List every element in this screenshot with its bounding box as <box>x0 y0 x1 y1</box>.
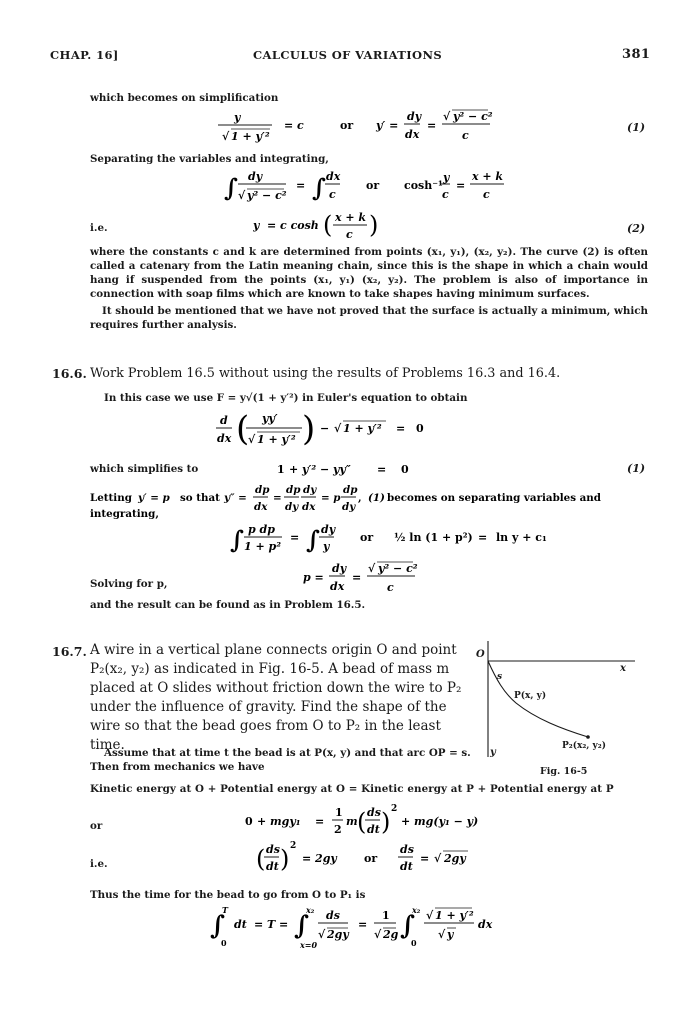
svg-text:dt: dt <box>400 860 413 873</box>
svg-text:dt: dt <box>234 918 247 931</box>
svg-text:=: = <box>478 531 488 544</box>
equation-2 <box>253 208 413 250</box>
svg-text:or: or <box>366 179 380 192</box>
svg-text:dt: dt <box>367 823 380 836</box>
svg-text:√: √ <box>248 433 256 446</box>
svg-text:ds: ds <box>266 843 280 856</box>
svg-text:dx: dx <box>405 128 420 141</box>
svg-text:2gy: 2gy <box>327 928 349 941</box>
svg-text:+ y′² − yy″: + y′² − yy″ <box>289 463 351 476</box>
svg-text:=: = <box>273 492 282 504</box>
svg-text:0: 0 <box>416 422 424 435</box>
svg-text:c: c <box>387 581 394 594</box>
svg-text:dx: dx <box>302 501 316 513</box>
simplification-text: which becomes on simplification <box>90 92 279 104</box>
svg-text:∫: ∫ <box>294 911 310 941</box>
ie-label-1: i.e. <box>90 222 108 234</box>
problem-16-6-intro: In this case we use F = y√(1 + y′²) in Euler's equation to obtain <box>104 392 468 404</box>
figure-x-axis-label: x <box>620 663 626 674</box>
svg-text:dy: dy <box>248 170 263 183</box>
figure-caption: Fig. 16-5 <box>540 766 588 777</box>
assume-paragraph: Assume that at time t the bead is at P(x, y) and that arc OP = s. Then from mechanics we have <box>90 747 471 773</box>
svg-text:=: = <box>420 852 430 865</box>
figure-y-axis-label: y <box>490 747 496 758</box>
svg-text:=: = <box>456 179 466 192</box>
svg-text:=: = <box>396 422 406 435</box>
svg-text:T: T <box>222 905 228 915</box>
minimum-note-paragraph: It should be mentioned that we have not proved that the surface is actually a minimum, which requires further analysis. <box>90 305 648 331</box>
svg-text:∫: ∫ <box>230 525 244 554</box>
svg-text:√: √ <box>438 928 446 941</box>
svg-text:(: ( <box>323 211 333 239</box>
svg-text:y: y <box>447 928 454 941</box>
svg-text:= p: = p <box>321 492 341 504</box>
figure-arc-label: s <box>497 672 503 682</box>
svg-text:d: d <box>220 414 228 427</box>
svg-text:√: √ <box>318 928 326 941</box>
catenary-paragraph: where the constants c and k are determined from points (x₁, y₁), (x₂, y₂). The curve (2) is often called a catenary from the Latin meaning chain, since this is the shape in which a chain would hang if suspended from the points (x₁, y₁) (x₂, y₂). The problem is also of importance in connection with soap films which are known to take shapes having minimum surfaces. <box>90 246 648 300</box>
svg-text:dx: dx <box>326 170 341 183</box>
svg-text:dp: dp <box>286 484 301 496</box>
svg-text:x + k: x + k <box>335 211 367 224</box>
svg-text:1: 1 <box>277 463 285 476</box>
svg-text:√: √ <box>434 852 442 865</box>
svg-text:=: = <box>427 119 437 132</box>
svg-text:y: y <box>323 540 330 553</box>
figure-origin-label: O <box>476 649 485 660</box>
problem-16-7-number: 16.7. <box>52 644 87 659</box>
svg-text:dt: dt <box>266 860 279 873</box>
svg-text:0: 0 <box>221 938 227 948</box>
svg-text:=: = <box>296 179 306 192</box>
svg-text:y′ = p: y′ = p <box>138 492 170 504</box>
svg-text:= c cosh: = c cosh <box>267 219 319 232</box>
svg-text:c: c <box>329 188 336 201</box>
svg-text:dx: dx <box>254 501 268 513</box>
svg-text:1 + y′²: 1 + y′² <box>435 909 474 922</box>
svg-text:dy: dy <box>303 484 317 496</box>
svg-text:c: c <box>442 188 449 201</box>
svg-text:1: 1 <box>335 806 343 819</box>
svg-text:(: ( <box>357 808 367 836</box>
svg-text:dy: dy <box>342 501 356 513</box>
svg-text:(1): (1) <box>368 492 385 504</box>
svg-text:2g: 2g <box>383 928 399 941</box>
svg-text:y² − c²: y² − c² <box>378 562 418 575</box>
svg-text:dy: dy <box>321 523 336 536</box>
svg-text:ds: ds <box>367 806 381 819</box>
equation-simplified-number: (1) <box>627 462 646 475</box>
svg-text:dx: dx <box>217 432 232 445</box>
problem-16-6-title: Work Problem 16.5 without using the results of Problems 16.3 and 16.4. <box>90 366 561 381</box>
separating-text: Separating the variables and integrating, <box>90 153 329 165</box>
svg-text:½ ln (1 + p²): ½ ln (1 + p²) <box>394 531 473 544</box>
chapter-label: CHAP. 16] <box>50 48 119 62</box>
equation-1-number: (1) <box>627 121 646 134</box>
svg-text:∫: ∫ <box>400 911 416 941</box>
svg-text:2: 2 <box>334 823 342 836</box>
svg-text:x₂: x₂ <box>412 905 421 915</box>
svg-text:dy: dy <box>285 501 299 513</box>
equation-1 <box>204 108 504 154</box>
svg-text:yy′: yy′ <box>262 412 278 425</box>
svg-text:dy: dy <box>332 562 347 575</box>
svg-text:y: y <box>443 171 450 184</box>
problem-16-6-number: 16.6. <box>52 366 87 381</box>
equation-2-number: (2) <box>627 222 646 235</box>
energy-statement: Kinetic energy at O + Potential energy at O = Kinetic energy at P + Potential energy at P <box>90 783 614 795</box>
ie-label-2: i.e. <box>90 858 108 870</box>
equation-time <box>210 904 550 956</box>
svg-text:or: or <box>340 119 354 132</box>
svg-text:): ) <box>280 845 290 873</box>
or-label: or <box>90 820 103 832</box>
svg-text:y² − c²: y² − c² <box>247 189 287 202</box>
svg-text:∫: ∫ <box>312 173 326 202</box>
svg-text:√: √ <box>443 110 451 123</box>
svg-text:y″ =: y″ = <box>224 492 247 504</box>
svg-text:√: √ <box>238 189 246 202</box>
svg-text:√: √ <box>334 422 342 435</box>
svg-text:c: c <box>346 228 353 241</box>
svg-text:y: y <box>234 111 241 124</box>
svg-text:Letting: Letting <box>90 492 132 504</box>
svg-text:dy: dy <box>407 110 422 123</box>
svg-text:+ mgy₁: + mgy₁ <box>257 815 301 828</box>
svg-text:becomes on separating variable: becomes on separating variables and <box>387 492 601 504</box>
svg-text:y′ =: y′ = <box>376 119 399 132</box>
svg-text:so that: so that <box>180 492 220 504</box>
svg-text:dp: dp <box>255 484 270 496</box>
svg-text:dx: dx <box>478 918 493 931</box>
page-number: 381 <box>622 47 651 62</box>
svg-text:√: √ <box>374 928 382 941</box>
equation-simplified <box>277 461 437 480</box>
svg-text:): ) <box>381 808 391 836</box>
svg-text:=: = <box>315 815 325 828</box>
solving-text: Solving for p, <box>90 578 168 590</box>
svg-text:,: , <box>358 492 362 504</box>
svg-text:2gy: 2gy <box>444 852 466 865</box>
svg-text:−: − <box>320 422 330 435</box>
svg-text:= 2gy: = 2gy <box>302 852 337 865</box>
svg-text:ds: ds <box>400 843 414 856</box>
svg-text:integrating,: integrating, <box>90 508 159 520</box>
svg-text:=: = <box>352 571 362 584</box>
problem-16-7-statement: A wire in a vertical plane connects origin O and point P₂(x₂, y₂) as indicated in Fig. 16-5. A bead of mass m placed at O slides without friction down the wire to P₂ under the influence of gravity. Find the shape of the wire so that the bead goes from O to P₂ in the least time. <box>90 642 462 753</box>
svg-text:√: √ <box>222 130 230 143</box>
svg-text:): ) <box>302 409 316 449</box>
svg-text:dp: dp <box>343 484 358 496</box>
svg-text:2: 2 <box>391 804 398 814</box>
svg-text:cosh⁻¹: cosh⁻¹ <box>404 179 443 192</box>
svg-text:or: or <box>364 852 378 865</box>
svg-text:ln y + c₁: ln y + c₁ <box>496 531 547 544</box>
svg-text:ds: ds <box>326 909 340 922</box>
svg-text:0: 0 <box>401 463 409 476</box>
svg-text:1 + y′²: 1 + y′² <box>257 433 296 446</box>
result-text: and the result can be found as in Problem 16.5. <box>90 599 366 611</box>
svg-text:√: √ <box>368 562 376 575</box>
svg-text:0: 0 <box>245 815 253 828</box>
running-title: CALCULUS OF VARIATIONS <box>253 48 443 62</box>
svg-text:or: or <box>360 531 374 544</box>
svg-text:(: ( <box>256 845 266 873</box>
simplifies-text: which simplifies to <box>90 463 199 475</box>
svg-text:c: c <box>462 129 469 142</box>
svg-text:x + k: x + k <box>472 170 504 183</box>
svg-text:1 + y′²: 1 + y′² <box>343 422 382 435</box>
svg-text:= T =: = T = <box>254 918 289 931</box>
svg-text:x=0: x=0 <box>300 940 318 950</box>
svg-text:(: ( <box>236 409 250 449</box>
svg-text:1 + y′²: 1 + y′² <box>231 130 270 143</box>
svg-text:0: 0 <box>411 938 417 948</box>
svg-text:=: = <box>358 918 368 931</box>
figure-16-5 <box>470 637 650 781</box>
svg-text:dx: dx <box>330 580 345 593</box>
svg-text:=: = <box>377 463 387 476</box>
svg-text:x₂: x₂ <box>306 905 315 915</box>
svg-text:m: m <box>346 815 358 828</box>
equation-speed <box>256 840 476 884</box>
svg-text:∫: ∫ <box>306 525 320 554</box>
equation-separated <box>230 521 550 563</box>
svg-text:= c: = c <box>284 119 304 132</box>
svg-text:p dp: p dp <box>248 523 275 536</box>
svg-text:): ) <box>369 211 379 239</box>
svg-text:=: = <box>290 531 300 544</box>
equation-euler <box>216 408 456 460</box>
figure-point-p2-label: P₂(x₂, y₂) <box>562 741 606 751</box>
svg-text:y² − c²: y² − c² <box>453 110 493 123</box>
letting-line <box>90 482 650 526</box>
svg-text:√: √ <box>426 909 434 922</box>
svg-text:∫: ∫ <box>224 173 238 202</box>
equation-integral <box>224 168 524 212</box>
svg-text:+ mg(y₁ − y): + mg(y₁ − y) <box>401 815 479 828</box>
svg-text:2: 2 <box>290 841 297 851</box>
svg-text:c: c <box>483 188 490 201</box>
svg-text:y: y <box>253 219 260 232</box>
svg-text:1: 1 <box>382 909 390 922</box>
svg-text:p =: p = <box>303 571 324 584</box>
svg-text:1 + p²: 1 + p² <box>244 540 282 553</box>
figure-point-p-label: P(x, y) <box>514 691 547 701</box>
svg-text:∫: ∫ <box>210 911 226 941</box>
time-text: Thus the time for the bead to go from O to P₁ is <box>90 889 366 901</box>
